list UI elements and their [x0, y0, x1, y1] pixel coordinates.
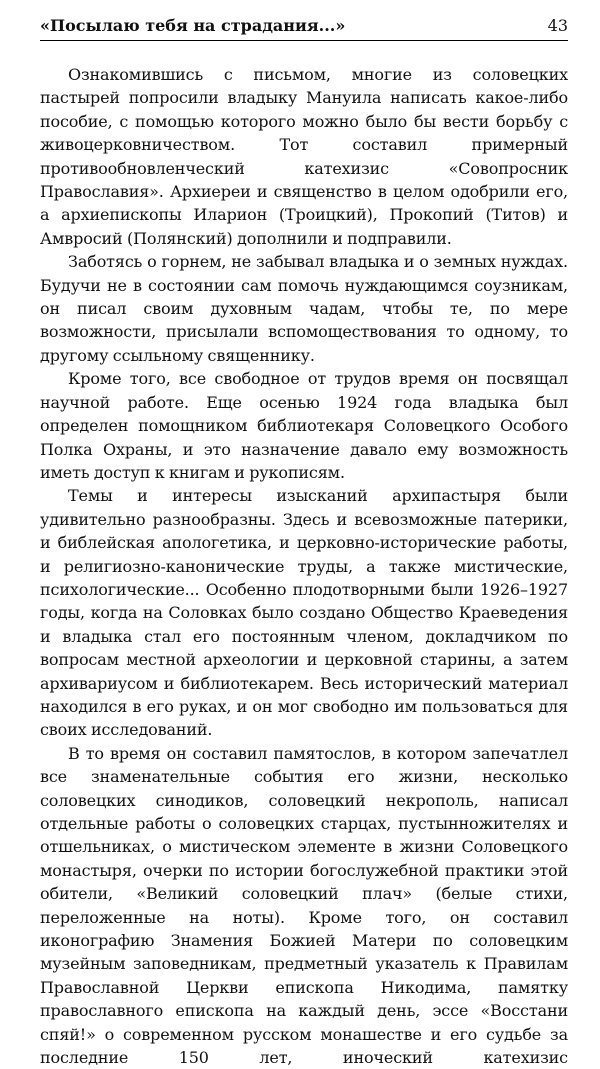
book-page: [40, 16, 568, 1069]
paragraph: Заботясь о горнем, не забывал владыка и о земных нуждах. Будучи не в состоянии сам помочь нуждающимся соузникам, он писал своим духовным чадам, чтобы те, по мере возможности, присылали вспомоществования то одному, то другому ссыльному священнику.: [40, 252, 568, 365]
paragraph: Ознакомившись с письмом, многие из соловецких пастырей попросили владыку Мануила написать какое-либо пособие, с помощью которого можно было бы вести борьбу с живоцерковничеством. Тот составил примерный противообновленческий катехизис «Совопросник Православия». Архиереи и священство в целом одобрили его, а архиепископы Иларион (Троицкий), Прокопий (Титов) и Амвросий (Полянский) дополнили и подправили.: [40, 65, 568, 248]
paragraph: Темы и интересы изысканий архипастыря были удивительно разнообразны. Здесь и всевозможные патерики, и библейская апологетика, и церковно-исторические работы, и религиозно-канонические труды, а также мистические, психологические... Особенно плодотворными были 1926–1927 годы, когда на Соловках было создано Общество Краеведения и владыка стал его постоянным членом, докладчиком по вопросам местной археологии и церковной старины, а затем архивариусом и библиотекарем. Весь исторический материал находился в его руках, и он мог свободно им пользоваться для своих исследований.: [40, 486, 568, 740]
body-text: [40, 63, 568, 1069]
paragraph: Кроме того, все свободное от трудов время он посвящал научной работе. Еще осенью 1924 года владыка был определен помощником библиотекаря Соловецкого Особого Полка Охраны, и это назначение давало ему возможность иметь доступ к книгам и рукописям.: [40, 369, 568, 482]
paragraph: В то время он составил памятослов, в котором запечатлел все знаменательные события его жизни, несколько соловецких синодиков, соловецкий некрополь, написал отдельные работы о соловецких старцах, пустынножителях и отшельниках, о мистическом элементе в жизни Соловецкого монастыря, очерки по истории богослужебной практики этой обители, «Великий соловецкий плач» (белые стихи, переложенные на ноты). Кроме того, он составил иконографию Знамения Божией Матери по соловецким музейным заповедникам, предметный указатель к Правилам Православной Церкви епископа Никодима, памятку православного епископа на каждый день, эссе «Восстани спяй!» о современном русском монашестве и его судьбе за последние 150 лет, иноческий катехизис: [40, 743, 568, 1068]
page-number: 43: [547, 16, 568, 35]
running-title: «Посылаю тебя на страдания...»: [40, 16, 346, 35]
running-head: [40, 16, 568, 41]
